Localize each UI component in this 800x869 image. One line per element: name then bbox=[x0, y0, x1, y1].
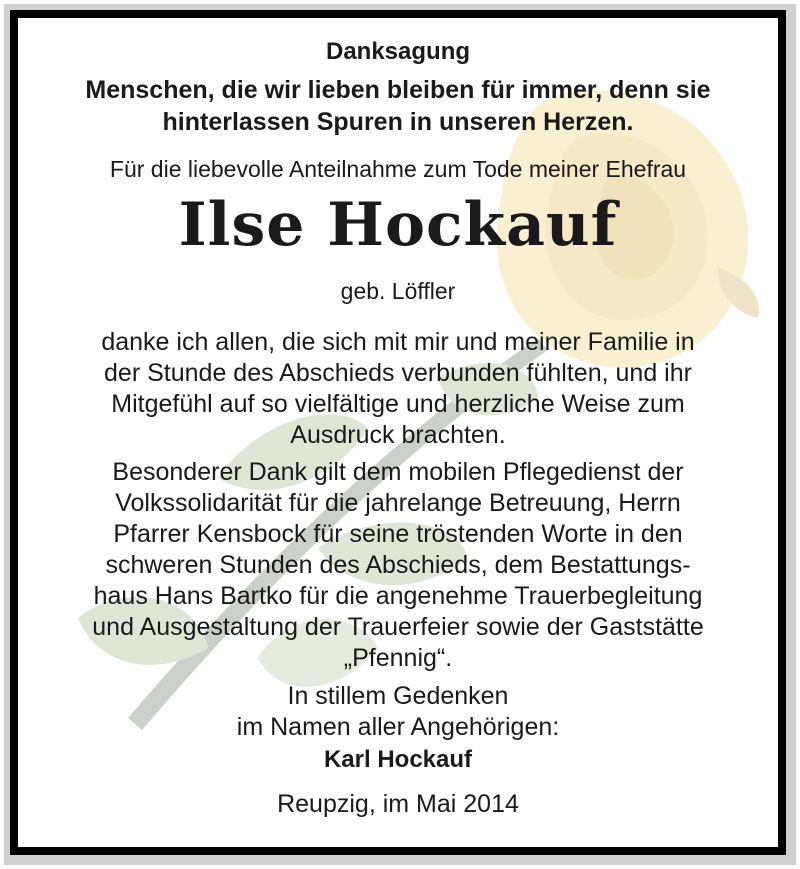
heading: Danksagung bbox=[325, 38, 471, 65]
obituary-text bbox=[18, 18, 778, 847]
thanks-line: Mitgefühl auf so vielfältige und herzliche Weise zum bbox=[111, 390, 685, 418]
thanks-line: danke ich allen, die sich mit mir und meiner Familie in bbox=[101, 328, 695, 356]
special-thanks-line: schweren Stunden des Abschieds, dem Bestattungs- bbox=[105, 551, 691, 579]
signature: Karl Hockauf bbox=[323, 746, 473, 773]
deceased-name: Ilse Hockauf bbox=[178, 190, 618, 260]
motto-line-2: hinterlassen Spuren in unseren Herzen. bbox=[162, 108, 634, 136]
special-thanks-line: Besonderer Dank gilt dem mobilen Pflegedienst der bbox=[112, 458, 684, 486]
closing-line: im Namen aller Angehörigen: bbox=[236, 713, 560, 741]
special-thanks-line: und Ausgestaltung der Trauerfeier sowie der Gaststätte bbox=[92, 613, 704, 641]
special-thanks-line: „Pfennig“. bbox=[343, 644, 453, 672]
special-thanks-line: Pfarrer Kensbock für seine tröstenden Worte in den bbox=[113, 520, 683, 548]
thanks-line: Ausdruck brachten. bbox=[290, 421, 506, 449]
place-date: Reupzig, im Mai 2014 bbox=[277, 790, 519, 818]
maiden-name: geb. Löffler bbox=[340, 278, 456, 304]
thanks-line: der Stunde des Abschieds verbunden fühlten, und ihr bbox=[104, 359, 692, 387]
intro-text: Für die liebevolle Anteilnahme zum Tode meiner Ehefrau bbox=[109, 156, 687, 182]
closing-line: In stillem Gedenken bbox=[287, 682, 509, 710]
special-thanks-line: Volkssolidarität für die jahrelange Betreuung, Herrn bbox=[115, 489, 681, 517]
special-thanks-line: haus Hans Bartko für die angenehme Trauerbegleitung bbox=[93, 582, 703, 610]
motto-line-1: Menschen, die wir lieben bleiben für immer, denn sie bbox=[85, 76, 711, 104]
obituary-card bbox=[18, 18, 778, 847]
